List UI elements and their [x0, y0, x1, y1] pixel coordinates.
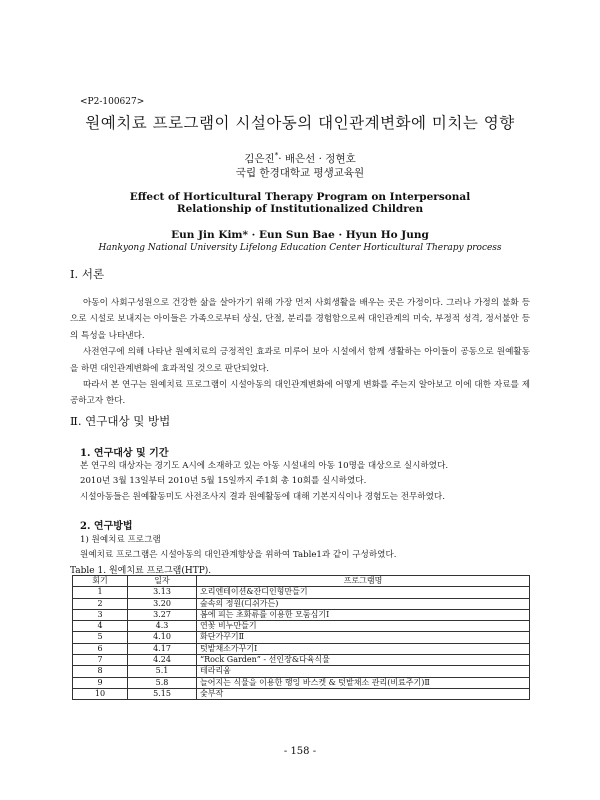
column-header: 일자 [128, 576, 197, 587]
section-heading-introduction: Ⅰ. 서론 [70, 267, 105, 281]
program-table [72, 575, 530, 700]
table-row [73, 677, 530, 688]
date-cell: 4.3 [128, 621, 197, 632]
date-cell: 5.8 [128, 677, 197, 688]
subsection-heading-method: 2. 연구방법 [80, 521, 133, 532]
text-line: 시설아동들은 원예활동미도 사전조사지 결과 원예활동에 대해 기본지식이나 경험도는 전무하였다. [80, 492, 445, 502]
program-name-cell: 봄에 피는 초화류를 이용한 모둠심기Ⅰ [197, 609, 530, 620]
table-row [73, 598, 530, 609]
column-header: 프로그램명 [197, 576, 530, 587]
authors-korean [0, 151, 600, 166]
paper-title-korean: 원예치료 프로그램이 시설아동의 대인관계변화에 미치는 영향 [85, 114, 515, 132]
table-row [73, 666, 530, 677]
paper-title-english: Effect of Horticultural Therapy Program on Interpersonal Relationship of Institutionalized Children [129, 191, 471, 215]
date-cell: 5.1 [128, 666, 197, 677]
subsection-heading-subjects: 1. 연구대상 및 기간 [80, 448, 169, 459]
introduction-body [70, 295, 530, 410]
section-heading-methods: Ⅱ. 연구대상 및 방법 [70, 414, 171, 428]
table-caption: Table 1. 원예치료 프로그램(HTP). [70, 566, 212, 576]
paragraph: 따라서 본 연구는 원예치료 프로그램이 시설아동의 대인관계변화에 어떻게 변화를 주는지 알아보고 이에 대한 자료를 제공하고자 한다. [70, 380, 530, 407]
program-name-cell: “Rock Garden” - 선인장&다육식물 [197, 655, 530, 666]
date-cell: 4.24 [128, 655, 197, 666]
program-name-cell: 테라리움 [197, 666, 530, 677]
session-cell: 1 [73, 587, 128, 598]
session-cell: 8 [73, 666, 128, 677]
text-line: 원예치료 프로그램은 시설아동의 대인관계향상을 위하여 Table1과 같이 구성하였다. [80, 550, 397, 560]
author-first: 김은진 [244, 153, 275, 165]
date-cell: 4.10 [128, 632, 197, 643]
affiliation-korean: 국립 한경대학교 평생교육원 [235, 167, 365, 179]
author-rest: · 배은선 · 정현호 [278, 153, 356, 165]
table-header-row [73, 576, 530, 587]
date-cell: 5.15 [128, 688, 197, 699]
program-name-cell: 오리엔테이션&잔디인형만들기 [197, 587, 530, 598]
program-name-cell: 숲속의 정원(디쉬가든) [197, 598, 530, 609]
session-cell: 5 [73, 632, 128, 643]
session-cell: 2 [73, 598, 128, 609]
session-cell: 7 [73, 655, 128, 666]
session-cell: 6 [73, 643, 128, 654]
paper-code: <P2-100627> [80, 97, 145, 107]
table-row [73, 587, 530, 598]
paragraph: 아동이 사회구성원으로 건강한 삶을 살아가기 위해 가장 먼저 사회생활을 배우는 곳은 가정이다. 그러나 가정의 불화 등으로 시설로 보내지는 아이들은 가족으로부터 상실, 단절, 분리를 경험함으로써 대인관계의 미숙, 부정적 성격, 정서불안 등의 특성을 나타낸다. [70, 298, 530, 341]
session-cell: 4 [73, 621, 128, 632]
date-cell: 3.20 [128, 598, 197, 609]
table-row [73, 655, 530, 666]
affiliation-english: Hankyong National University Lifelong Education Center Horticultural Therapy process [98, 243, 502, 253]
text-line: 1) 원예치료 프로그램 [80, 535, 161, 545]
session-cell: 9 [73, 677, 128, 688]
table-row [73, 609, 530, 620]
program-name-cell: 텃밭채소가꾸기Ⅰ [197, 643, 530, 654]
authors-english: Eun Jin Kim* · Eun Sun Bae · Hyun Ho Jung [171, 229, 429, 241]
column-header: 회기 [73, 576, 128, 587]
date-cell: 4.17 [128, 643, 197, 654]
table-row [73, 621, 530, 632]
page-number: - 158 - [283, 746, 317, 757]
program-name-cell: 연꽃 비누만들기 [197, 621, 530, 632]
program-name-cell: 숯부작 [197, 688, 530, 699]
date-cell: 3.13 [128, 587, 197, 598]
session-cell: 10 [73, 688, 128, 699]
program-name-cell: 늘어지는 식물을 이용한 행잉 바스켓 & 텃밭채소 관리(비료주기)Ⅱ [197, 677, 530, 688]
date-cell: 3.27 [128, 609, 197, 620]
table-row [73, 688, 530, 699]
program-name-cell: 화단가꾸기Ⅱ [197, 632, 530, 643]
text-line: 본 연구의 대상자는 경기도 A시에 소재하고 있는 아동 시설내의 아동 10명을 대상으로 실시하였다. [80, 461, 449, 471]
session-cell: 3 [73, 609, 128, 620]
paragraph: 사전연구에 의해 나타난 원예치료의 긍정적인 효과로 미루어 보아 시설에서 함께 생활하는 아이들이 공동으로 원예활동을 하면 대인관계변화에 효과적일 것으로 판단되었다. [70, 347, 530, 374]
text-line: 2010년 3월 13일부터 2010년 5월 15일까지 주1회 총 10회를 실시하였다. [80, 476, 367, 486]
table-row [73, 643, 530, 654]
table-row [73, 632, 530, 643]
corresponding-mark: * [274, 151, 279, 160]
